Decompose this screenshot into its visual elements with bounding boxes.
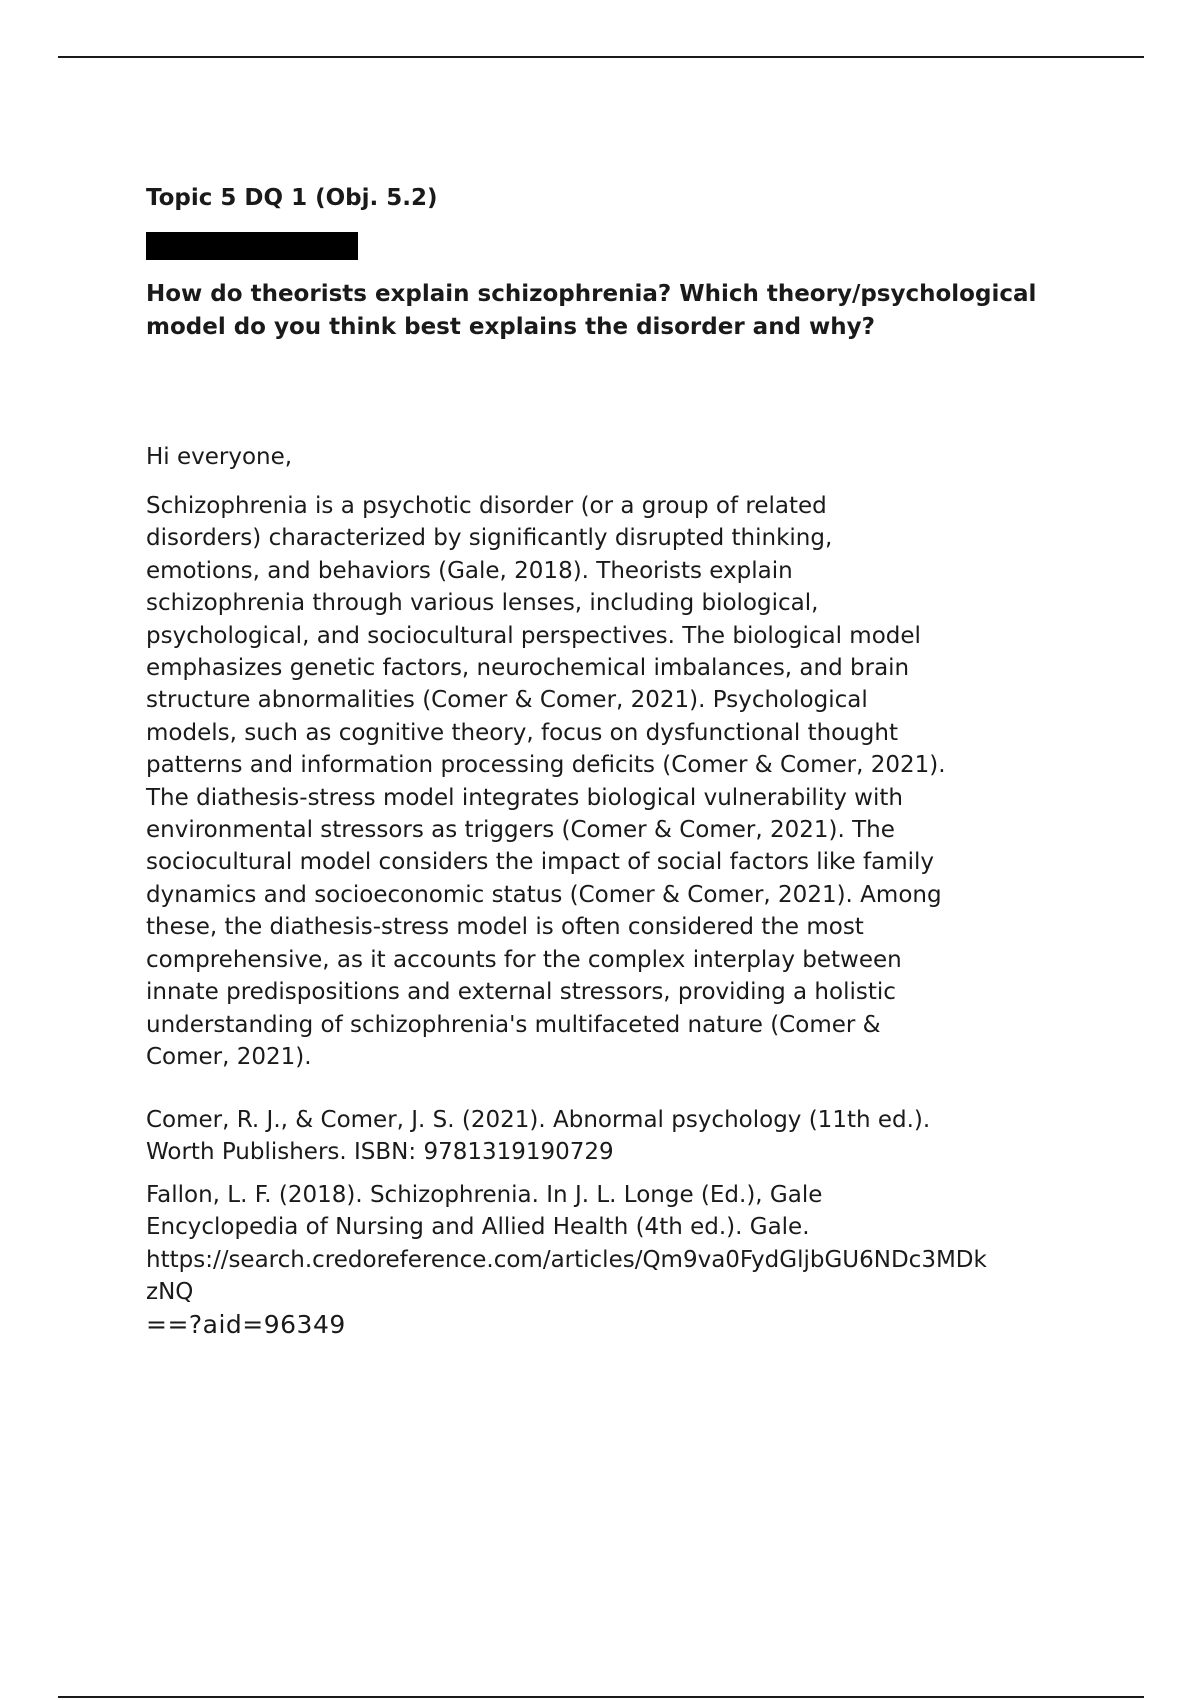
redacted-name-block [146, 232, 358, 260]
bottom-rule [58, 1696, 1144, 1698]
reference-url-line: https://search.credoreference.com/articles/Qm9va0FydGljbGU6NDc3MDk [146, 1246, 987, 1273]
paragraph-line: comprehensive, as it accounts for the complex interplay between [146, 946, 902, 973]
reference-line: Comer, R. J., & Comer, J. S. (2021). Abnormal psychology (11th ed.). [146, 1107, 931, 1133]
paragraph-line: models, such as cognitive theory, focus on dysfunctional thought [146, 719, 899, 746]
paragraph-line: structure abnormalities (Comer & Comer, 2021). Psychological [146, 687, 868, 714]
reference-url-line: zNQ [146, 1279, 194, 1306]
paragraph-line: Comer, 2021). [146, 1043, 312, 1070]
response-paragraph [146, 490, 946, 1073]
reference-entry [146, 1179, 987, 1341]
paragraph-line: patterns and information processing deficits (Comer & Comer, 2021). [146, 752, 946, 779]
paragraph-line: psychological, and sociocultural perspectives. The biological model [146, 622, 921, 649]
greeting: Hi everyone, [146, 444, 293, 470]
paragraph-line: understanding of schizophrenia's multifaceted nature (Comer & [146, 1011, 881, 1038]
paragraph-line: Schizophrenia is a psychotic disorder (or a group of related [146, 493, 827, 519]
top-rule [58, 56, 1144, 58]
paragraph-line: these, the diathesis-stress model is often considered the most [146, 914, 864, 941]
paragraph-line: The diathesis-stress model integrates biological vulnerability with [146, 784, 903, 811]
reference-line: Fallon, L. F. (2018). Schizophrenia. In J. L. Longe (Ed.), Gale [146, 1182, 823, 1208]
paragraph-line: innate predispositions and external stressors, providing a holistic [146, 979, 896, 1006]
paragraph-line: dynamics and socioeconomic status (Comer & Comer, 2021). Among [146, 881, 942, 908]
reference-url-line: ==?aid=96349 [146, 1309, 346, 1339]
paragraph-line: disorders) characterized by significantly disrupted thinking, [146, 525, 833, 552]
reference-line: Encyclopedia of Nursing and Allied Health (4th ed.). Gale. [146, 1214, 810, 1241]
paragraph-line: environmental stressors as triggers (Comer & Comer, 2021). The [146, 817, 895, 844]
reference-line: Worth Publishers. ISBN: 9781319190729 [146, 1139, 614, 1166]
paragraph-line: emphasizes genetic factors, neurochemical imbalances, and brain [146, 655, 910, 682]
reference-entry [146, 1104, 930, 1169]
paragraph-line: emotions, and behaviors (Gale, 2018). Theorists explain [146, 557, 793, 584]
discussion-question: How do theorists explain schizophrenia? Which theory/psychological model do you think best explains the disorder and why? [146, 281, 1037, 340]
topic-title: Topic 5 DQ 1 (Obj. 5.2) [146, 185, 438, 211]
paragraph-line: sociocultural model considers the impact of social factors like family [146, 849, 935, 876]
paragraph-line: schizophrenia through various lenses, including biological, [146, 590, 819, 617]
